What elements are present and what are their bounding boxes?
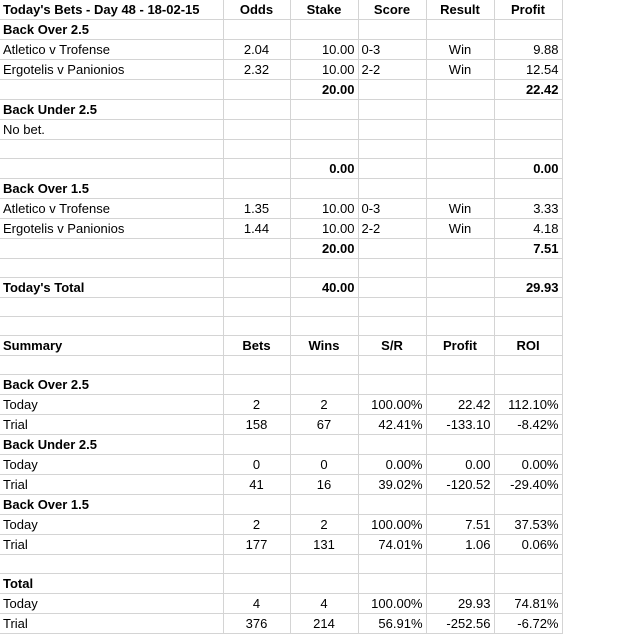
- summary-roi[interactable]: 37.53%: [494, 515, 562, 535]
- summary-sr[interactable]: 42.41%: [358, 415, 426, 435]
- summary-sr[interactable]: 100.00%: [358, 515, 426, 535]
- summary-row: [0, 415, 562, 435]
- bet-result[interactable]: Win: [426, 199, 494, 219]
- header-profit[interactable]: Profit: [494, 0, 562, 20]
- bet-stake[interactable]: 10.00: [290, 40, 358, 60]
- summary-roi[interactable]: 112.10%: [494, 395, 562, 415]
- bet-match[interactable]: Atletico v Trofense: [0, 199, 223, 219]
- summary-row: [0, 594, 562, 614]
- summary-header-wins[interactable]: Wins: [290, 336, 358, 356]
- header-odds[interactable]: Odds: [223, 0, 290, 20]
- bet-stake[interactable]: 10.00: [290, 199, 358, 219]
- empty-row: [0, 259, 562, 278]
- section-total-profit[interactable]: 7.51: [494, 239, 562, 259]
- bet-row: [0, 199, 562, 219]
- summary-bets[interactable]: 0: [223, 455, 290, 475]
- bet-score[interactable]: 2-2: [358, 60, 426, 80]
- section-total-profit[interactable]: 0.00: [494, 159, 562, 179]
- summary-section-row: [0, 574, 562, 594]
- bet-score[interactable]: 0-3: [358, 199, 426, 219]
- summary-profit[interactable]: 22.42: [426, 395, 494, 415]
- summary-row-label[interactable]: Trial: [0, 415, 223, 435]
- section-title-row: [0, 179, 562, 199]
- summary-roi[interactable]: -29.40%: [494, 475, 562, 495]
- bet-stake[interactable]: 10.00: [290, 219, 358, 239]
- summary-section-title[interactable]: Back Over 1.5: [0, 495, 223, 515]
- summary-profit[interactable]: 7.51: [426, 515, 494, 535]
- summary-roi[interactable]: -6.72%: [494, 614, 562, 634]
- summary-bets[interactable]: 41: [223, 475, 290, 495]
- summary-sr[interactable]: 39.02%: [358, 475, 426, 495]
- section-title[interactable]: Back Over 1.5: [0, 179, 223, 199]
- bet-profit[interactable]: 4.18: [494, 219, 562, 239]
- todays-total-label[interactable]: Today's Total: [0, 278, 223, 298]
- summary-row: [0, 535, 562, 555]
- bet-match[interactable]: Atletico v Trofense: [0, 40, 223, 60]
- bet-result[interactable]: Win: [426, 60, 494, 80]
- bet-result[interactable]: Win: [426, 219, 494, 239]
- summary-header-bets[interactable]: Bets: [223, 336, 290, 356]
- summary-row: [0, 455, 562, 475]
- summary-roi[interactable]: -8.42%: [494, 415, 562, 435]
- empty-row: [0, 555, 562, 574]
- section-total-stake[interactable]: 0.00: [290, 159, 358, 179]
- section-title-row: [0, 100, 562, 120]
- section-total-row: [0, 80, 562, 100]
- section-total-stake[interactable]: 20.00: [290, 80, 358, 100]
- summary-section-row: [0, 435, 562, 455]
- empty-row: [0, 356, 562, 375]
- section-title-row: [0, 20, 562, 40]
- todays-total-row: [0, 278, 562, 298]
- summary-wins[interactable]: 0: [290, 455, 358, 475]
- summary-wins[interactable]: 2: [290, 515, 358, 535]
- bet-row: [0, 219, 562, 239]
- todays-total-stake[interactable]: 40.00: [290, 278, 358, 298]
- summary-sr[interactable]: 56.91%: [358, 614, 426, 634]
- summary-bets[interactable]: 158: [223, 415, 290, 435]
- summary-bets[interactable]: 2: [223, 515, 290, 535]
- section-total-row: [0, 239, 562, 259]
- todays-total-profit[interactable]: 29.93: [494, 278, 562, 298]
- section-title[interactable]: Back Over 2.5: [0, 20, 223, 40]
- summary-profit[interactable]: -133.10: [426, 415, 494, 435]
- summary-title[interactable]: Summary: [0, 336, 223, 356]
- summary-wins[interactable]: 16: [290, 475, 358, 495]
- bet-odds[interactable]: 1.35: [223, 199, 290, 219]
- summary-section-title[interactable]: Total: [0, 574, 223, 594]
- summary-sr[interactable]: 74.01%: [358, 535, 426, 555]
- summary-bets[interactable]: 177: [223, 535, 290, 555]
- empty-row: [0, 317, 562, 336]
- summary-wins[interactable]: 214: [290, 614, 358, 634]
- bet-match[interactable]: Ergotelis v Panionios: [0, 60, 223, 80]
- summary-sr[interactable]: 100.00%: [358, 395, 426, 415]
- header-result[interactable]: Result: [426, 0, 494, 20]
- summary-sr[interactable]: 100.00%: [358, 594, 426, 614]
- bet-profit[interactable]: 12.54: [494, 60, 562, 80]
- summary-bets[interactable]: 2: [223, 395, 290, 415]
- bet-row: [0, 40, 562, 60]
- sheet-title[interactable]: Today's Bets - Day 48 - 18-02-15: [0, 0, 223, 20]
- summary-row-label[interactable]: Today: [0, 395, 223, 415]
- summary-section-title[interactable]: Back Over 2.5: [0, 375, 223, 395]
- summary-row: [0, 395, 562, 415]
- bet-row: [0, 60, 562, 80]
- summary-wins[interactable]: 131: [290, 535, 358, 555]
- summary-section-title[interactable]: Back Under 2.5: [0, 435, 223, 455]
- summary-sr[interactable]: 0.00%: [358, 455, 426, 475]
- empty-row: [0, 298, 562, 317]
- bet-result[interactable]: Win: [426, 40, 494, 60]
- no-bet-row: [0, 120, 562, 140]
- empty-row: [0, 140, 562, 159]
- bet-stake[interactable]: 10.00: [290, 60, 358, 80]
- summary-wins[interactable]: 67: [290, 415, 358, 435]
- summary-bets[interactable]: 4: [223, 594, 290, 614]
- summary-section-row: [0, 495, 562, 515]
- bet-match[interactable]: Ergotelis v Panionios: [0, 219, 223, 239]
- bet-score[interactable]: 0-3: [358, 40, 426, 60]
- header-stake[interactable]: Stake: [290, 0, 358, 20]
- summary-profit[interactable]: -252.56: [426, 614, 494, 634]
- summary-row: [0, 515, 562, 535]
- bet-odds[interactable]: 1.44: [223, 219, 290, 239]
- summary-bets[interactable]: 376: [223, 614, 290, 634]
- summary-row-label[interactable]: Today: [0, 455, 223, 475]
- summary-profit[interactable]: 0.00: [426, 455, 494, 475]
- summary-wins[interactable]: 2: [290, 395, 358, 415]
- summary-section-row: [0, 375, 562, 395]
- summary-row-label[interactable]: Trial: [0, 535, 223, 555]
- summary-header-row: [0, 336, 562, 356]
- bet-odds[interactable]: 2.04: [223, 40, 290, 60]
- summary-profit[interactable]: 29.93: [426, 594, 494, 614]
- header-row: [0, 0, 562, 20]
- summary-header-roi[interactable]: ROI: [494, 336, 562, 356]
- header-score[interactable]: Score: [358, 0, 426, 20]
- bet-score[interactable]: 2-2: [358, 219, 426, 239]
- summary-row-label[interactable]: Today: [0, 594, 223, 614]
- section-total-row: [0, 159, 562, 179]
- section-title[interactable]: Back Under 2.5: [0, 100, 223, 120]
- summary-roi[interactable]: 74.81%: [494, 594, 562, 614]
- summary-row-label[interactable]: Today: [0, 515, 223, 535]
- summary-roi[interactable]: 0.06%: [494, 535, 562, 555]
- summary-row-label[interactable]: Trial: [0, 614, 223, 634]
- bet-profit[interactable]: 3.33: [494, 199, 562, 219]
- bet-odds[interactable]: 2.32: [223, 60, 290, 80]
- summary-row: [0, 475, 562, 495]
- summary-wins[interactable]: 4: [290, 594, 358, 614]
- no-bet-note[interactable]: No bet.: [0, 120, 223, 140]
- bet-profit[interactable]: 9.88: [494, 40, 562, 60]
- section-total-profit[interactable]: 22.42: [494, 80, 562, 100]
- section-total-stake[interactable]: 20.00: [290, 239, 358, 259]
- summary-roi[interactable]: 0.00%: [494, 455, 562, 475]
- summary-row-label[interactable]: Trial: [0, 475, 223, 495]
- summary-header-profit[interactable]: Profit: [426, 336, 494, 356]
- summary-profit[interactable]: 1.06: [426, 535, 494, 555]
- summary-profit[interactable]: -120.52: [426, 475, 494, 495]
- summary-row: [0, 614, 562, 634]
- summary-header-sr[interactable]: S/R: [358, 336, 426, 356]
